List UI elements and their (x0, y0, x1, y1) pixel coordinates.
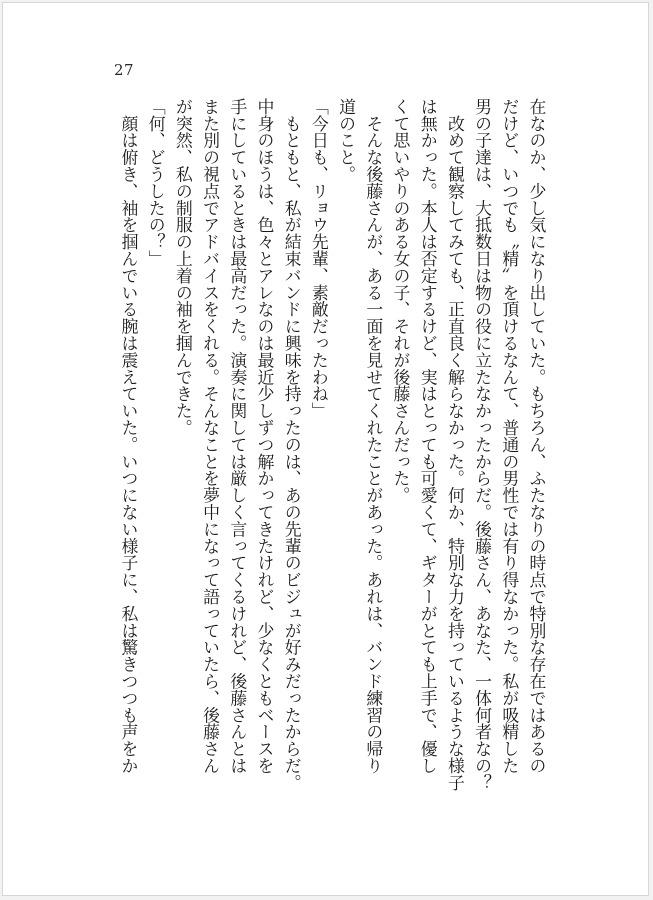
text-line: くて思いやりのある女の子、それが後藤さんだった。 (390, 98, 411, 504)
text-line: 改めて観察してみても、正直良く解らなかった。何か、特別な力を持っているような様子 (445, 98, 466, 791)
text-line: 手にしているときは最高だった。演奏に関しては厳しく言ってくるけれど、後藤さんとは (227, 98, 248, 774)
text-line: は無かった。本人は否定するけど、実はとっても可愛くて、ギターがとても上手で、優し (418, 98, 439, 774)
text-line: だけど、いつでも〝精〟を頂けるなんて、普通の男性では有り得なかった。私が吸精した (499, 98, 520, 774)
text-line: もともと、私が結束バンドに興味を持ったのは、あの先輩のビジュが好みだったからだ。 (282, 98, 303, 791)
text-line: 顔は俯き、袖を掴んでいる腕は震えていた。いつにない様子に、私は驚きつつも声をか (118, 98, 139, 774)
text-line: 中身のほうは、色々とアレなのは最近少しずつ解かってきたけれど、少なくともベースを (254, 98, 275, 774)
vertical-body-text (115, 98, 550, 818)
text-line: 在なのか、少し気になり出していた。もちろん、ふたなりの時点で特別な存在ではあるの (527, 98, 547, 774)
text-line: 「何、どうしたの？」 (146, 98, 167, 267)
text-line: が突然、私の制服の上着の袖を掴んできた。 (173, 98, 194, 436)
text-line: そんな後藤さんが、ある一面を見せてくれたことがあった。あれは、バンド練習の帰り (363, 98, 384, 774)
text-line: 「今日も、リョウ先輩、素敵だったわね」 (309, 98, 330, 420)
text-line: また別の視点でアドバイスをくれる。そんなことを夢中になって語っていたら、後藤さん (200, 98, 221, 774)
text-line: 男の子達は、大抵数日は物の役に立たなかったからだ。後藤さん、あなた、一体何者なの？ (472, 98, 493, 791)
page-number: 27 (114, 61, 135, 79)
text-line: 道のこと。 (336, 98, 357, 183)
book-page (2, 2, 649, 896)
